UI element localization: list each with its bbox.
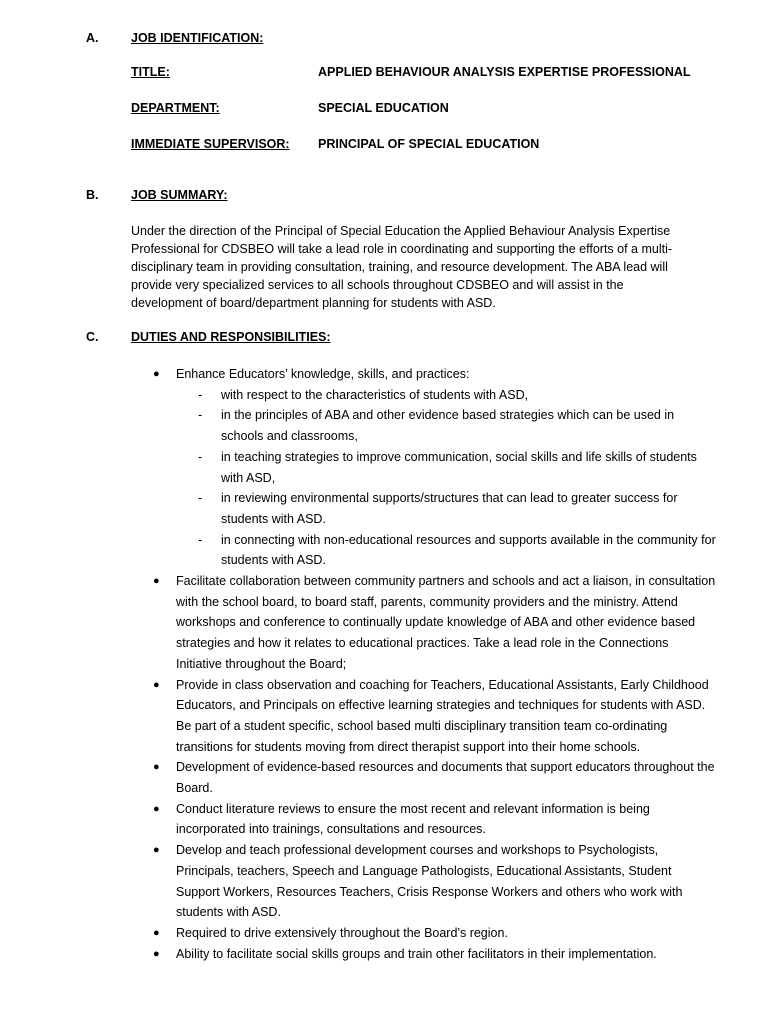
sub-text: in teaching strategies to improve communication, social skills and life skills of students with ASD,: [221, 449, 697, 485]
section-b-heading: JOB SUMMARY:: [131, 188, 228, 202]
supervisor-value: PRINCIPAL OF SPECIAL EDUCATION: [318, 137, 540, 151]
duty-item: [131, 840, 716, 923]
duties-list: [131, 364, 716, 964]
bullet-icon: ●: [153, 926, 160, 939]
duty-text: Facilitate collaboration between community partners and schools and act a liaison, in consultation with the school board, to board staff, parents, community providers and the ministry. Attend workshops and conference to continually update knowledge of ABA and other evidence based strategies and how it relates to educational practices. Take a lead role in the Connections Initiative throughout the Board;: [176, 574, 716, 671]
dash-icon: -: [198, 408, 203, 423]
department-value: SPECIAL EDUCATION: [318, 101, 449, 115]
supervisor-label: IMMEDIATE SUPERVISOR:: [131, 137, 290, 151]
job-summary-text: Under the direction of the Principal of Special Education the Applied Behaviour Analysis Expertise Professional for CDSBEO will take a lead role in coordinating and supporting the efforts of a multi-disciplinary team in providing consultation, training, and resource development. The ABA lead will provide very specialized services to all schools throughout CDSBEO and will assist in the development of board/department planning for students with ASD.: [131, 224, 673, 310]
duty-item: [131, 571, 716, 675]
bullet-icon: ●: [153, 761, 160, 774]
duty-item: [131, 675, 716, 758]
duty-text: Provide in class observation and coaching for Teachers, Educational Assistants, Early Childhood Educators, and Principals on effective learning strategies and techniques for students with ASD. Be part of a student specific, school based multi disciplinary transition team co-ordinating transitions for students moving from direct therapist support into their home schools.: [176, 677, 709, 754]
duty-text: Required to drive extensively throughout the Board’s region.: [176, 925, 508, 940]
duty-text: Develop and teach professional development courses and workshops to Psychologists, Principals, teachers, Speech and Language Pathologists, Educational Assistants, Student Support Workers, Resources Teachers, Crisis Response Workers and others who work with students with ASD.: [176, 843, 683, 920]
bullet-icon: ●: [153, 844, 160, 857]
section-a-heading: JOB IDENTIFICATION:: [131, 31, 264, 45]
sub-item: [176, 530, 716, 571]
dash-icon: -: [198, 532, 203, 547]
duty-text: Development of evidence-based resources and documents that support educators throughout the Board.: [176, 760, 715, 796]
duty-text: Conduct literature reviews to ensure the most recent and relevant information is being incorporated into trainings, consultations and resources.: [176, 801, 650, 837]
bullet-icon: ●: [153, 368, 160, 380]
title-value: APPLIED BEHAVIOUR ANALYSIS EXPERTISE PROFESSIONAL: [318, 65, 691, 79]
sub-text: in reviewing environmental supports/structures that can lead to greater success for students with ASD.: [221, 491, 678, 526]
duty-item: [131, 923, 716, 944]
duty-text: Enhance Educators’ knowledge, skills, and practices:: [176, 367, 470, 381]
bullet-icon: ●: [153, 575, 160, 588]
bullet-icon: ●: [153, 802, 160, 815]
duty-item: [131, 799, 716, 840]
bullet-icon: ●: [153, 947, 160, 960]
title-label: TITLE:: [131, 65, 170, 79]
section-c-heading: DUTIES AND RESPONSIBILITIES:: [131, 330, 331, 344]
sub-text: in the principles of ABA and other evidence based strategies which can be used in schools and classrooms,: [221, 408, 675, 444]
sub-text: in connecting with non-educational resources and supports available in the community for students with ASD.: [221, 532, 716, 568]
sub-item: [176, 405, 716, 446]
duty-item: [131, 944, 716, 965]
section-a-letter: A.: [86, 31, 99, 45]
dash-icon: -: [198, 387, 203, 402]
duty-item: [131, 757, 716, 798]
sub-item: [176, 447, 716, 488]
department-label: DEPARTMENT:: [131, 101, 220, 115]
bullet-icon: ●: [153, 678, 160, 691]
section-b-letter: B.: [86, 188, 99, 202]
dash-icon: -: [198, 491, 203, 506]
dash-icon: -: [198, 449, 203, 464]
section-c-letter: C.: [86, 330, 99, 344]
duty-item: [131, 364, 716, 571]
sub-item: [176, 385, 716, 406]
duty-text: Ability to facilitate social skills groups and train other facilitators in their implementation.: [176, 946, 657, 961]
duty-sublist: [176, 385, 716, 571]
sub-text: with respect to the characteristics of students with ASD,: [221, 387, 529, 402]
sub-item: [176, 488, 716, 529]
